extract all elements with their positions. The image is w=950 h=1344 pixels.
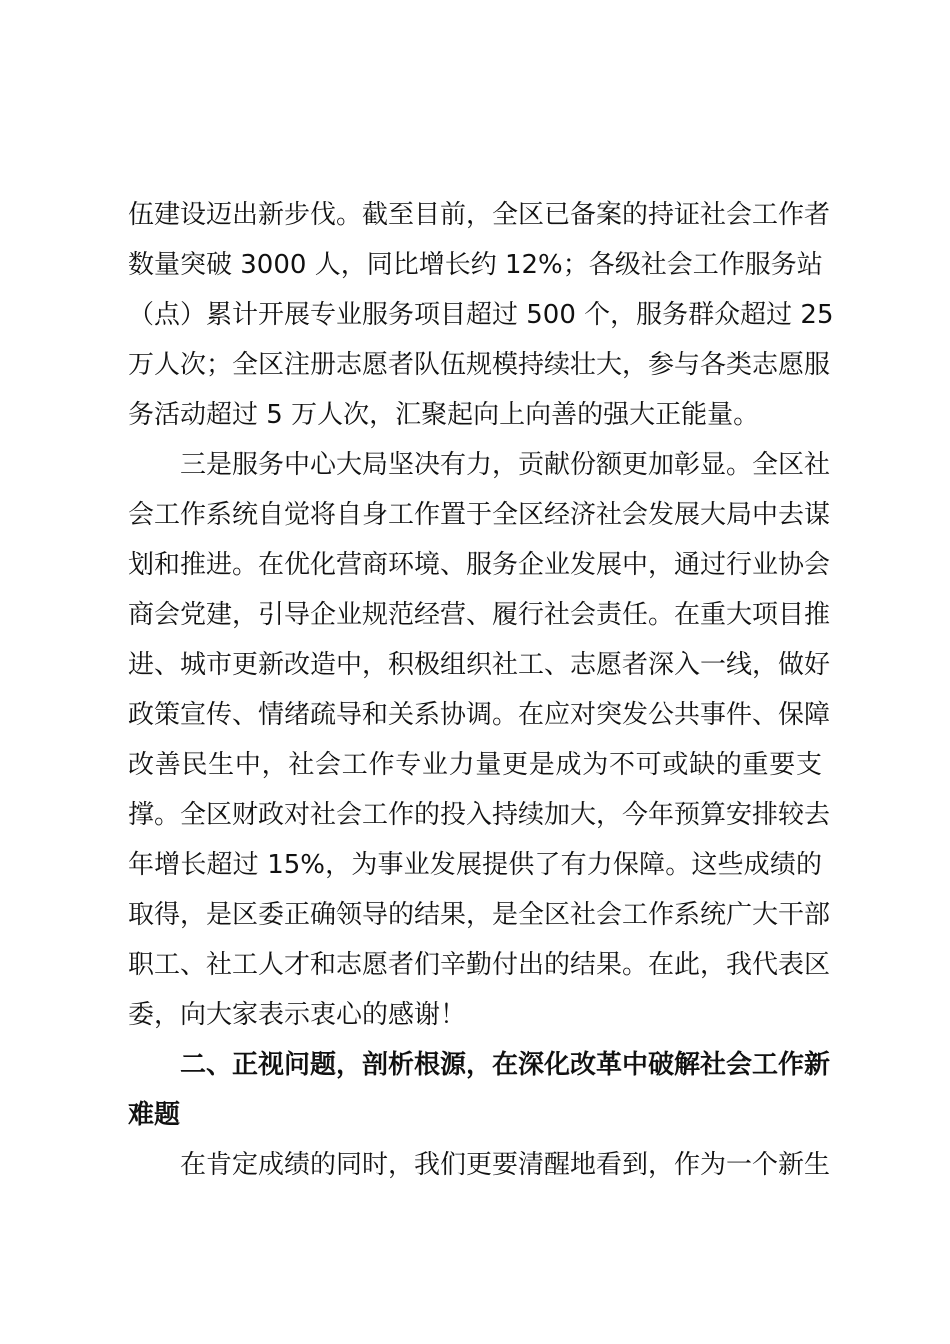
text-line: 在肯定成绩的同时，我们更要清醒地看到，作为一个新生 xyxy=(180,1150,831,1180)
paragraph xyxy=(128,190,834,440)
text-line: 会工作系统自觉将自身工作置于全区经济社会发展大局中去谋 xyxy=(128,500,831,530)
document-body xyxy=(128,190,834,1190)
paragraph xyxy=(128,440,831,1040)
text-line: 委，向大家表示衷心的感谢！ xyxy=(128,1000,467,1030)
paragraph xyxy=(128,1140,831,1190)
text-line: 务活动超过 5 万人次，汇聚起向上向善的强大正能量。 xyxy=(128,400,760,430)
text-line: 取得，是区委正确领导的结果，是全区社会工作系统广大干部 xyxy=(128,900,831,930)
text-line: 年增长超过 15%，为事业发展提供了有力保障。这些成绩的 xyxy=(128,850,822,880)
text-line: 撑。全区财政对社会工作的投入持续加大，今年预算安排较去 xyxy=(128,800,831,830)
text-line: 划和推进。在优化营商环境、服务企业发展中，通过行业协会 xyxy=(128,550,831,580)
section-heading xyxy=(128,1040,831,1140)
text-line: 数量突破 3000 人，同比增长约 12%；各级社会工作服务站 xyxy=(128,250,823,280)
text-line: 职工、社工人才和志愿者们辛勤付出的结果。在此，我代表区 xyxy=(128,950,831,980)
text-line: 三是服务中心大局坚决有力，贡献份额更加彰显。全区社 xyxy=(180,450,831,480)
text-line: 政策宣传、情绪疏导和关系协调。在应对突发公共事件、保障 xyxy=(128,700,831,730)
text-line: 难题 xyxy=(128,1100,181,1130)
text-line: 改善民生中，社会工作专业力量更是成为不可或缺的重要支 xyxy=(128,750,822,780)
text-line: 二、正视问题，剖析根源，在深化改革中破解社会工作新 xyxy=(180,1050,831,1080)
text-line: 万人次；全区注册志愿者队伍规模持续壮大，参与各类志愿服 xyxy=(128,350,831,380)
text-line: 商会党建，引导企业规范经营、履行社会责任。在重大项目推 xyxy=(128,600,831,630)
text-line: 进、城市更新改造中，积极组织社工、志愿者深入一线，做好 xyxy=(128,650,831,680)
text-line: （点）累计开展专业服务项目超过 500 个，服务群众超过 25 xyxy=(128,300,834,330)
text-line: 伍建设迈出新步伐。截至目前，全区已备案的持证社会工作者 xyxy=(128,200,831,230)
